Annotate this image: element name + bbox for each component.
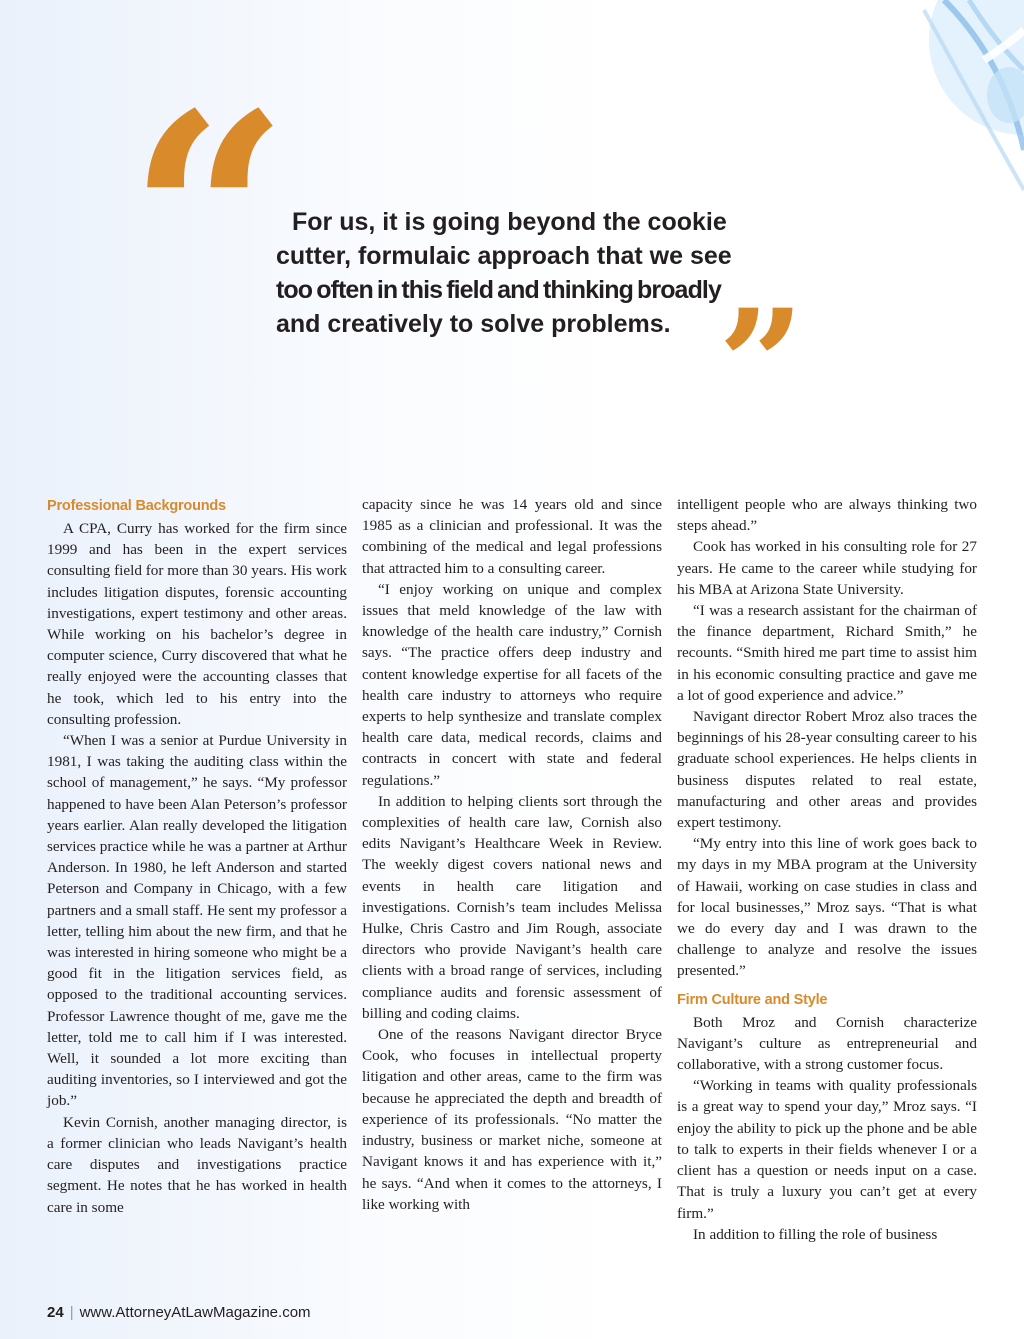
website-url: www.AttorneyAtLawMagazine.com [79,1304,311,1321]
paragraph: Both Mroz and Cornish characterize Navigant’s culture as entrepreneurial and collaborative, with a strong customer focus. [677,1013,977,1074]
page-footer [47,1304,311,1321]
pull-quote-line: and creatively to solve problems. [276,310,671,338]
section-heading-firm-culture: Firm Culture and Style [677,991,828,1008]
paragraph: A CPA, Curry has worked for the firm since 1999 and has been in the expert services consulting field for more than 30 years. His work includes litigation disputes, forensic accounting investigations, expert testimony and other areas. While working on his bachelor’s degree in computer science, Curry discovered that what he really enjoyed were the accounting classes that he took, which led to his entry into the consulting profession. [47,520,347,728]
paragraph: In addition to helping clients sort through the complexities of health care law, Cornish also edits Navigant’s Healthcare Week in Review. The weekly digest covers national news and events in health care litigation and investigations. Cornish’s team includes Melissa Hulke, Chris Castro and Jim Rough, associate directors who provide Navigant’s health care clients with a broad range of services, including compliance audits and forensic assessment of billing and coding claims. [362,792,662,1022]
article-column-2 [362,494,662,1215]
open-quote-mark: “ [128,53,280,382]
paragraph-continued: intelligent people who are always thinking two steps ahead.” [677,496,977,535]
article-column-3 [677,494,977,1245]
page-number: 24 [47,1304,64,1321]
close-quote-mark: ” [718,277,799,453]
paragraph: Cook has worked in his consulting role for 27 years. He came to the career while studying for his MBA at Arizona State University. [677,538,977,598]
paragraph: “Working in teams with quality professionals is a great way to spend your day,” Mroz says. “I enjoy the ability to pick up the phone and be able to talk to experts in their fields whenever I or a client has a question or needs input on a case. That is truly a luxury you can’t get at every firm.” [677,1077,977,1222]
footer-separator: | [69,1304,74,1321]
globe-graphic [884,0,1024,200]
paragraph-continued: capacity since he was 14 years old and since 1985 as a clinician and professional. It was the combining of the medical and legal professions that attracted him to a consulting career. [362,496,662,577]
paragraph: “My entry into this line of work goes back to my days in my MBA program at the University of Hawaii, working on case studies in class and for local businesses,” Mroz says. “That is what we do every day and I was drawn to the challenge to analyze and resolve the issues presented.” [677,835,977,980]
paragraph: Kevin Cornish, another managing director, is a former clinician who leads Navigant’s health care disputes and investigations practice segment. He notes that he has worked in health care in some [47,1113,347,1216]
paragraph: “I enjoy working on unique and complex issues that meld knowledge of the law with knowledge of the health care industry,” Cornish says. “The practice offers deep industry and content knowledge expertise for all facets of the health care industry to attorneys who require experts to help synthesize and translate complex health care data, medical records, claims and contracts in concert with state and federal regulations.” [362,580,662,789]
pull-quote-line: For us, it is going beyond the cookie [292,208,727,236]
paragraph: “I was a research assistant for the chairman of the finance department, Richard Smith,” he recounts. “Smith hired me part time to assist him in his economic consulting practice and gave me a lot of good experience and advice.” [677,602,977,704]
paragraph: One of the reasons Navigant director Bryce Cook, who focuses in intellectual property litigation and other areas, came to the firm was because he appreciated the depth and breadth of experience of its professionals. “No matter the industry, business or market niche, someone at Navigant knows it and has experience with it,” he says. “And when it comes to the attorneys, I like working with [362,1026,662,1213]
section-heading-professional-backgrounds: Professional Backgrounds [47,498,226,514]
paragraph: In addition to filling the role of business [693,1225,938,1243]
paragraph: Navigant director Robert Mroz also traces the beginnings of his 28-year consulting career to his graduate school experiences. He helps clients in business disputes related to real estate, manufacturing and other areas and provides expert testimony. [677,708,977,832]
paragraph: “When I was a senior at Purdue University in 1981, I was taking the auditing class within the school of management,” he says. “My professor happened to have been Alan Peterson’s professor years earlier. Alan really developed the litigation services practice while he was a partner at Arthur Anderson. In 1980, he left Anderson and started Peterson and Company in Chicago, with a few partners and a small staff. He sent my professor a letter, telling him about the new firm, and that he was interested in hiring someone who might be a good fit in the litigation services field, as opposed to the traditional accounting services. Professor Lawrence thought of me, gave me the letter, told me to call him if I was interested. Well, it sounded a lot more exciting than auditing inventories, so I interviewed and got the job.” [47,732,348,1110]
pull-quote-line: cutter, formulaic approach that we see [276,242,732,270]
pull-quote-line: too often in this field and thinking broadly [276,276,721,304]
article-column-1 [47,494,347,1218]
